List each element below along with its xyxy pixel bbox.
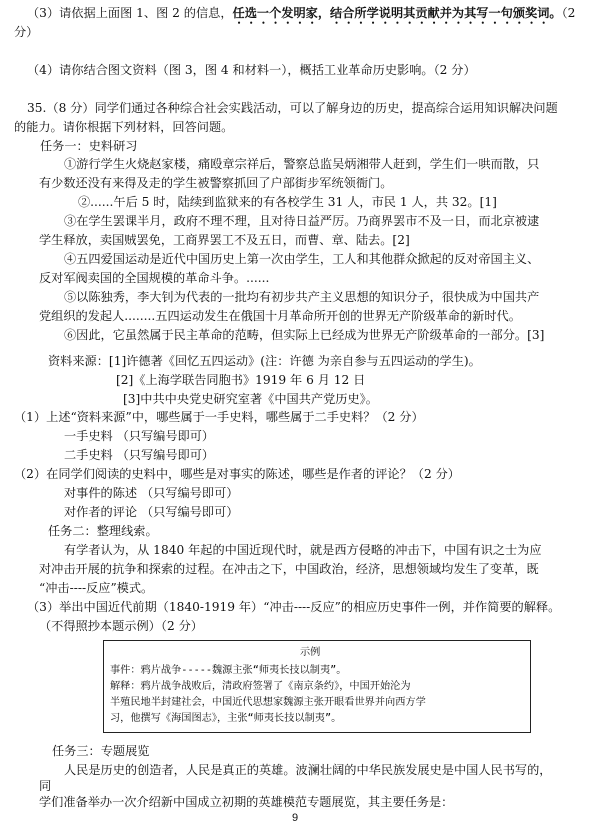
sub-question-3-line-2: （不得照抄本题示例）（2 分） (39, 619, 203, 633)
material-4-line-1: ④五四爱国运动是近代中国历史上第一次由学生，工人和其他群众掀起的反对帝国主义、 (64, 252, 540, 266)
task-3-line-1: 人民是历史的创造者，人民是真正的英雄。波澜壮阔的中华民族发展史是中国人民书写的， (64, 763, 552, 777)
example-line-2: 解释：鸦片战争战败后，清政府签署了《南京条约》，中国开始沦为 (110, 681, 411, 692)
q3-score-tail: 分） (14, 25, 39, 39)
q3-emphasis: 任选一个发明家，结合所学说明其贡献并为其写一句颁奖词。 (232, 6, 562, 20)
task-3-line-2: 同 (39, 779, 52, 793)
q3-score: （2 (561, 6, 576, 20)
material-3-line-2: 学生释放，卖国贼罢免，工商界罢工不及五日，而曹、章、陆去。[2] (39, 233, 410, 247)
task-2-line-1: 有学者认为，从 1840 年起的中国近现代时，就是西方侵略的冲击下，中国有识之士为应 (64, 543, 542, 557)
task-3-line-3: 学们准备举办一次介绍新中国成立初期的英雄模范专题展览，其主要任务是： (39, 795, 454, 809)
source-2: [2]《上海学联告同胞书》1919 年 6 月 12 日 (116, 373, 366, 387)
source-3: [3]中共中央党史研究室著《中国共产党历史》。 (123, 392, 378, 406)
q35-intro-line-1: 35.（8 分）同学们通过各种综合社会实践活动，可以了解身边的历史，提高综合运用知识解决问题 (27, 101, 558, 115)
sub-question-2: （2）在同学们阅读的史料中，哪些是对事实的陈述，哪些是作者的评论？（2 分） (14, 467, 460, 481)
material-4-line-2: 反对军阀卖国的全国规模的革命斗争。...... (39, 271, 270, 285)
fact-statement-blank: 对事件的陈述 （只写编号即可） (64, 486, 239, 500)
task-2-line-3: “冲击----反应”模式。 (39, 581, 154, 595)
question-4: （4）请你结合图文资料（图 3，图 4 和材料一），概括工业革命历史影响。（2 分） (27, 63, 476, 77)
material-3-line-1: ③在学生罢课半月，政府不理不理，且对待日益严厉。乃商界罢市不及一日，而北京被逮 (64, 214, 540, 228)
q3-prefix: （3）请依据上面图 1、图 2 的信息， (27, 6, 233, 20)
example-line-4: 习，他撰写《海国图志》，主张“师夷长技以制夷”。 (110, 713, 342, 724)
material-6: ⑥因此，它虽然属于民主革命的范畴，但实际上已经成为世界无产阶级革命的一部分。[3] (64, 328, 545, 342)
author-comment-blank: 对作者的评论 （只写编号即可） (64, 505, 239, 519)
example-line-3: 半殖民地半封建社会，中国近代思想家魏源主张开眼看世界并向西方学 (110, 697, 426, 708)
source-1: 资料来源：[1]许德著《回忆五四运动》(注：许德 为亲自参与五四运动的学生)。 (48, 354, 481, 368)
example-title: 示例 (300, 647, 321, 658)
material-1-line-1: ①游行学生火烧赵家楼，痛殴章宗祥后，警察总监吴炳湘带人赶到，学生们一哄而散，只 (64, 157, 540, 171)
material-2: ②......午后 5 时，陆续到监狱来的有各校学生 31 人，市民 1 人，共 32。[1] (78, 195, 497, 209)
page-number: 9 (292, 812, 299, 824)
primary-source-blank: 一手史料 （只写编号即可） (64, 429, 215, 443)
task-1-heading: 任务一：史料研习 (40, 139, 138, 153)
q35-intro-line-2: 的能力。请你根据下列材料，回答问题。 (14, 120, 234, 134)
material-5-line-2: 党组织的发起人........五四运动发生在俄国十月革命所开创的世界无产阶级革命的新时代。 (39, 309, 521, 323)
material-1-line-2: 有少数还没有来得及走的学生被警察抓回了户部街步军统领衙门。 (39, 176, 393, 190)
sub-question-3-line-1: （3）举出中国近代前期（1840-1919 年）“冲击----反应”的相应历史事件一例，并作简要的解释。 (27, 600, 561, 614)
task-2-heading: 任务二：整理线索。 (48, 524, 158, 538)
secondary-source-blank: 二手史料 （只写编号即可） (64, 448, 215, 462)
material-5-line-1: ⑤以陈独秀，李大钊为代表的一批均有初步共产主义思想的知识分子，很快成为中国共产 (64, 290, 540, 304)
task-3-heading: 任务三：专题展览 (52, 744, 150, 758)
sub-question-1: （1）上述“资料来源”中，哪些属于一手史料，哪些属于二手史料？（2 分） (14, 410, 424, 424)
task-2-line-2: 对冲击开展的抗争和探索的过程。在冲击之下，中国政治，经济，思想领域均发生了变革，既 (39, 562, 539, 576)
question-3 (27, 6, 575, 27)
example-box (103, 640, 531, 733)
example-line-1: 事件：鸦片战争-----魏源主张“师夷长技以制夷”。 (110, 665, 347, 676)
